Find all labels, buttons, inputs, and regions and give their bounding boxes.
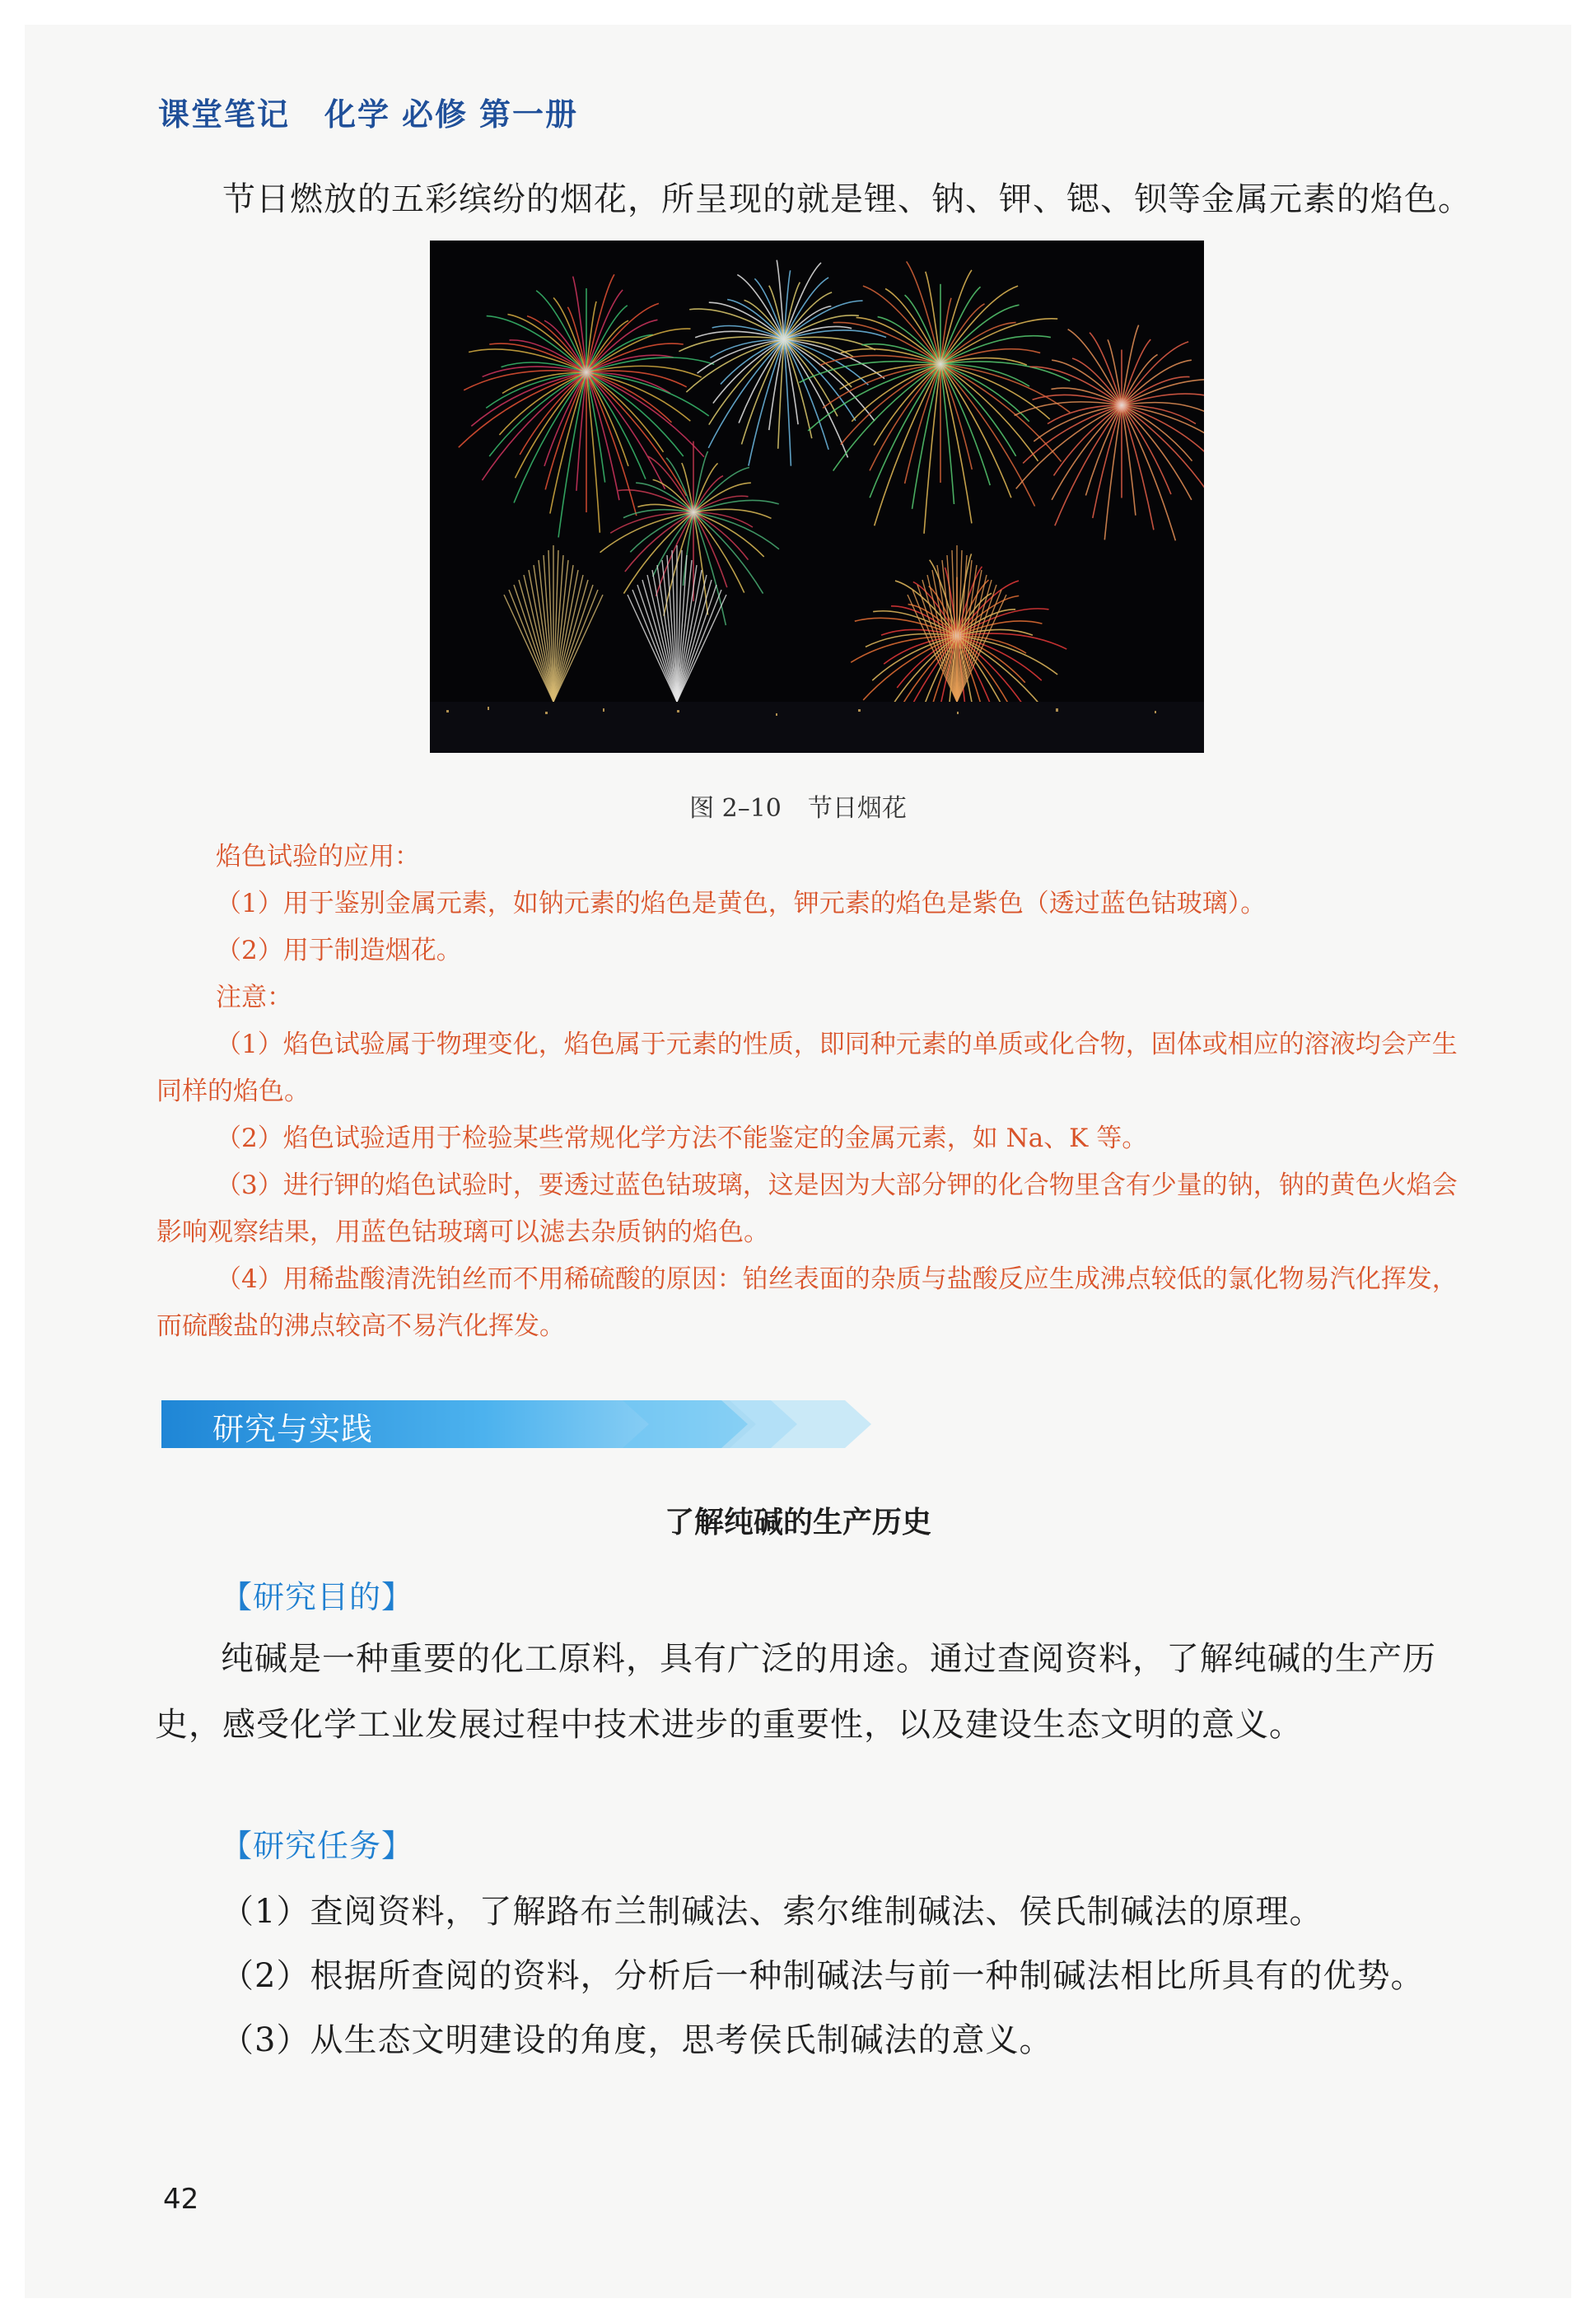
task-item: （3）从生态文明建设的角度，思考侯氏制碱法的意义。 [221, 2021, 1053, 2059]
note-application-1: （1）用于鉴别金属元素，如钠元素的焰色是黄色，钾元素的焰色是紫色（透过蓝色钴玻璃）。 [216, 889, 1267, 918]
header-series: 课堂笔记 [158, 96, 291, 133]
tasks-list [221, 1880, 1424, 2072]
tasks-heading: 【研究任务】 [221, 1828, 414, 1864]
purpose-heading: 【研究目的】 [221, 1579, 414, 1615]
banner-title: 研究与实践 [212, 1411, 374, 1447]
page-number: 42 [163, 2183, 199, 2216]
note-caution-3: （3）进行钾的焰色试验时，要透过蓝色钴玻璃，这是因为大部分钾的化合物里含有少量的钠，钠的黄色火焰会影响观察结果，用蓝色钴玻璃可以滤去杂质钠的焰色。 [156, 1170, 1458, 1247]
figure-number: 图 2–10 [689, 794, 782, 823]
header-subject: 化学 [324, 96, 391, 133]
notes-heading-cautions: 注意： [216, 983, 292, 1012]
task-item: （2）根据所查阅的资料，分析后一种制碱法与前一种制碱法相比所具有的优势。 [221, 1957, 1425, 1995]
note-caution-1: （1）焰色试验属于物理变化，焰色属于元素的性质，即同种元素的单质或化合物，固体或相应的溶液均会产生同样的焰色。 [156, 1030, 1458, 1106]
activity-title: 了解纯碱的生产历史 [664, 1506, 931, 1539]
section-banner [161, 1400, 878, 1448]
header-volume: 必修 [402, 96, 469, 133]
figure-title: 节日烟花 [807, 794, 907, 823]
intro-paragraph: 节日燃放的五彩缤纷的烟花，所呈现的就是锂、钠、钾、锶、钡等金属元素的焰色。 [222, 180, 1472, 218]
note-caution-2: （2）焰色试验适用于检验某些常规化学方法不能鉴定的金属元素，如 Na、K 等。 [216, 1124, 1148, 1153]
header-book: 第一册 [479, 96, 579, 133]
handwritten-notes [156, 834, 1474, 1350]
task-item: （1）查阅资料，了解路布兰制碱法、索尔维制碱法、侯氏制碱法的原理。 [221, 1893, 1323, 1931]
notes-heading-applications: 焰色试验的应用： [216, 842, 420, 871]
figure-caption [0, 787, 1596, 824]
fireworks-photo [430, 241, 1204, 753]
purpose-paragraph [155, 1626, 1472, 1758]
running-header [158, 89, 613, 134]
purpose-text: 纯碱是一种重要的化工原料，具有广泛的用途。通过查阅资料，了解纯碱的生产历史，感受化学工业发展过程中技术进步的重要性，以及建设生态文明的意义。 [155, 1640, 1436, 1744]
note-application-2: （2）用于制造烟花。 [216, 936, 462, 965]
note-caution-4: （4）用稀盐酸清洗铂丝而不用稀硫酸的原因：铂丝表面的杂质与盐酸反应生成沸点较低的氯化物易汽化挥发，而硫酸盐的沸点较高不易汽化挥发。 [156, 1264, 1458, 1341]
